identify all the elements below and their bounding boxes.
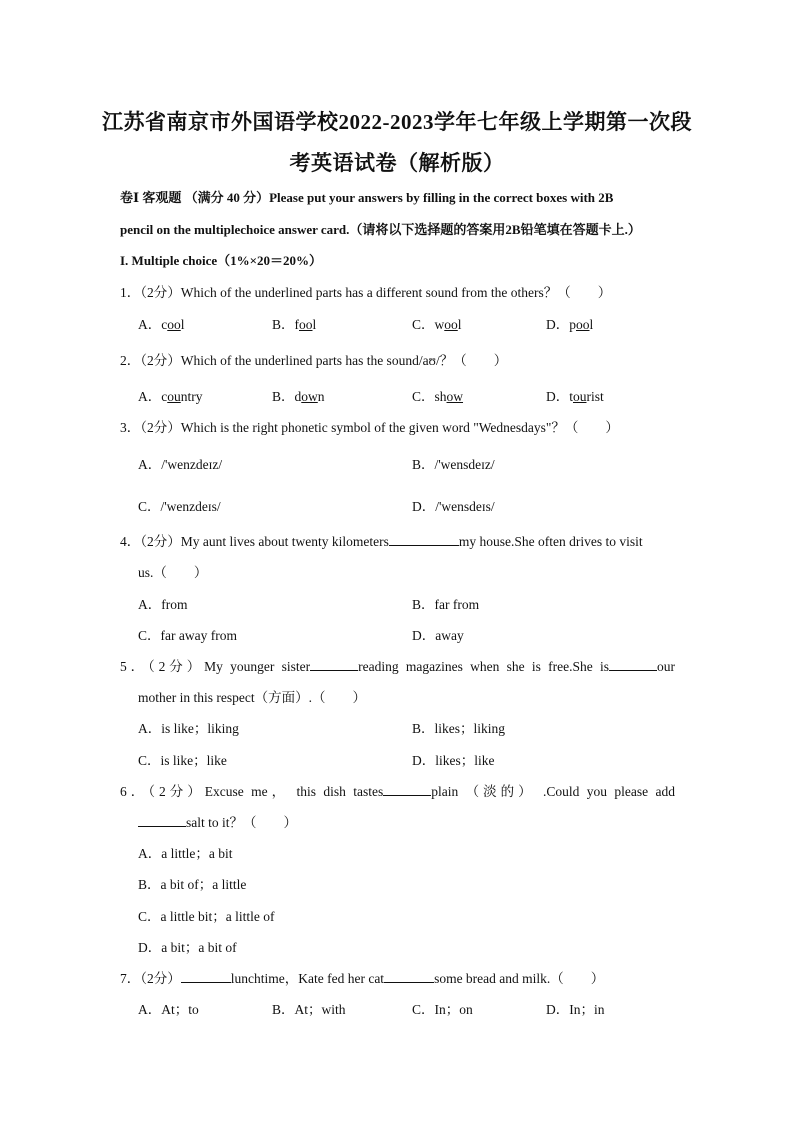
q4-option-c: C．far away from <box>138 628 237 643</box>
q1-option-d: D．pool <box>546 317 594 332</box>
question-2-stem: 2．（2分）Which of the underlined parts has the sound/aʊ/？（ ） <box>120 353 508 368</box>
q2-option-c: C．show <box>412 389 464 404</box>
q5-option-d: D．likes；like <box>412 753 495 768</box>
q3-option-c: C．/'wenzdeɪs/ <box>138 499 221 514</box>
question-1-stem: 1．（2分）Which of the underlined parts has a different sound from the others？（ ） <box>120 285 612 300</box>
q6-option-d: D．a bit；a bit of <box>138 940 237 955</box>
q1-option-a: A．cool <box>138 317 185 332</box>
section-intro-line2: pencil on the multiplechoice answer card.（请将以下选择题的答案用2B铅笔填在答题卡上.） <box>120 222 641 237</box>
question-6-stem-end: salt to it？（ ） <box>138 811 297 831</box>
q4-option-a: A．from <box>138 597 188 612</box>
question-7-stem: 7．（2分） lunchtime，Kate fed her cat some bread and milk.（ ） <box>120 971 605 986</box>
q3-option-b: B．/'wensdeɪz/ <box>412 457 495 472</box>
question-4-stem-end: us.（ ） <box>138 565 208 580</box>
q2-option-b: B．down <box>272 389 325 404</box>
q5-option-c: C．is like；like <box>138 753 227 768</box>
q5-option-b: B．likes；liking <box>412 721 506 736</box>
question-3-stem: 3．（2分）Which is the right phonetic symbol of the given word "Wednesdays"？（ ） <box>120 420 619 435</box>
exam-title-line2: 考英语试卷（解析版） <box>289 151 505 175</box>
q7-option-b: B．At；with <box>272 1002 346 1017</box>
q2-option-d: D．tourist <box>546 389 604 404</box>
q7-option-a: A．At；to <box>138 1002 199 1017</box>
q2-option-a: A．country <box>138 389 203 404</box>
q4-option-b: B．far from <box>412 597 480 612</box>
q6-option-c: C．a little bit；a little of <box>138 909 275 924</box>
q5-option-a: A．is like；liking <box>138 721 239 736</box>
question-5-stem: 5．（2分）My younger sister reading magazines when she is free.She is our <box>120 659 675 674</box>
q7-option-c: C．In；on <box>412 1002 473 1017</box>
q7-option-d: D．In；in <box>546 1002 605 1017</box>
q1-option-b: B．fool <box>272 317 317 332</box>
part-heading: I. Multiple choice（1%×20＝20%） <box>120 253 323 268</box>
q3-option-d: D．/'wensdeɪs/ <box>412 499 495 514</box>
q1-option-c: C．wool <box>412 317 462 332</box>
question-6-stem: 6．（2分）Excuse me， this dish tastes plain （淡的） .Could you please add <box>120 784 675 799</box>
question-4-stem: 4．（2分）My aunt lives about twenty kilometers my house.She often drives to visit <box>120 534 643 549</box>
question-5-stem-end: mother in this respect（方面）.（ ） <box>138 690 366 705</box>
q4-option-d: D．away <box>412 628 464 643</box>
q3-option-a: A．/'wenzdeɪz/ <box>138 457 223 472</box>
exam-title-line1: 江苏省南京市外国语学校2022-2023学年七年级上学期第一次段 <box>102 110 692 134</box>
section-intro-line1: 卷Ⅰ 客观题 （满分 40 分）Please put your answers by filling in the correct boxes with 2B <box>120 190 614 205</box>
q6-option-b: B．a bit of；a little <box>138 877 247 892</box>
q6-option-a: A．a little；a bit <box>138 846 233 861</box>
